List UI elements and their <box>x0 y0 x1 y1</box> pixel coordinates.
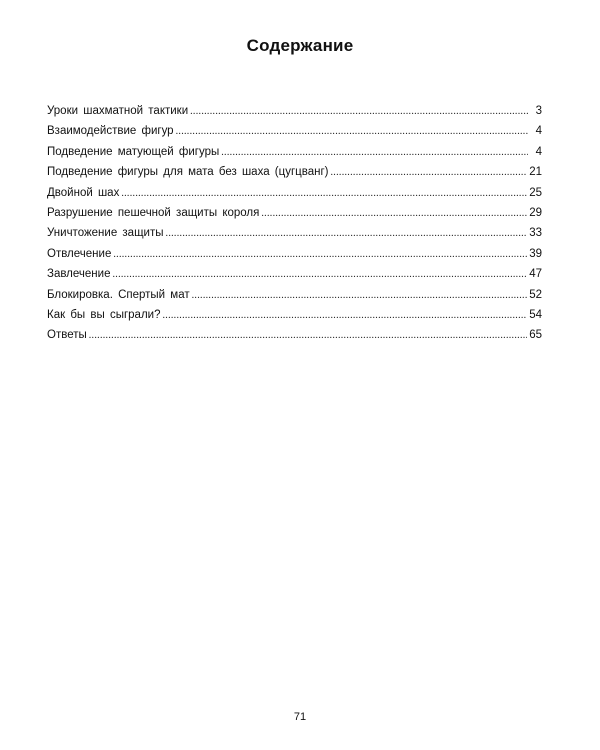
toc-entry <box>47 305 542 325</box>
dot-leader <box>221 143 528 163</box>
toc-entry-page: 29 <box>529 206 542 219</box>
toc-entry-title: Завлечение <box>47 268 111 281</box>
toc-entry <box>47 121 542 141</box>
toc-entry-title: Отвлечение <box>47 247 112 260</box>
toc-entry-page: 25 <box>529 186 542 199</box>
toc-entry <box>47 162 542 182</box>
toc-entry <box>47 244 542 264</box>
toc-entry-title: Уничтожение защиты <box>47 227 164 240</box>
toc-entry <box>47 285 542 305</box>
toc-entry-title: Разрушение пешечной защиты короля <box>47 206 260 219</box>
toc-entry-title: Взаимодействие фигур <box>47 125 174 138</box>
dot-leader <box>261 204 527 224</box>
dot-leader <box>176 122 528 142</box>
dot-leader <box>166 224 528 244</box>
toc-entry-page: 4 <box>535 145 542 158</box>
toc-entry <box>47 264 542 284</box>
toc-entry-page: 21 <box>529 166 542 179</box>
toc-entry-page: 33 <box>529 227 542 240</box>
toc-entry-page: 39 <box>529 247 542 260</box>
dot-leader <box>89 326 527 346</box>
toc-entry <box>47 203 542 223</box>
dot-leader <box>112 265 527 285</box>
toc-entry-page: 54 <box>529 308 542 321</box>
dot-leader <box>121 184 527 204</box>
table-of-contents <box>47 101 542 346</box>
toc-entry <box>47 325 542 345</box>
toc-entry-page: 3 <box>535 105 542 117</box>
toc-entry-title: Ответы <box>47 329 87 342</box>
toc-entry <box>47 183 542 203</box>
page-title: Содержание <box>246 36 354 55</box>
page-number: 71 <box>293 711 307 723</box>
toc-entry-title: Подведение матующей фигуры <box>47 145 220 158</box>
toc-entry <box>47 142 542 162</box>
toc-entry-title: Блокировка. Спертый мат <box>47 288 190 301</box>
toc-entry <box>47 101 542 121</box>
dot-leader <box>162 306 527 326</box>
toc-entry-title: Как бы вы сыграли? <box>47 308 161 321</box>
toc-entry-title: Подведение фигуры для мата без шаха (цугцванг) <box>47 166 329 179</box>
toc-entry-title: Двойной шах <box>47 186 120 199</box>
toc-entry-page: 65 <box>529 329 542 342</box>
dot-leader <box>190 102 528 122</box>
toc-entry <box>47 223 542 243</box>
toc-entry-page: 4 <box>535 125 542 138</box>
toc-entry-title: Уроки шахматной тактики <box>47 105 189 117</box>
dot-leader <box>331 163 528 183</box>
dot-leader <box>192 286 528 306</box>
toc-entry-page: 47 <box>529 268 542 281</box>
toc-entry-page: 52 <box>529 288 542 301</box>
dot-leader <box>113 245 527 265</box>
